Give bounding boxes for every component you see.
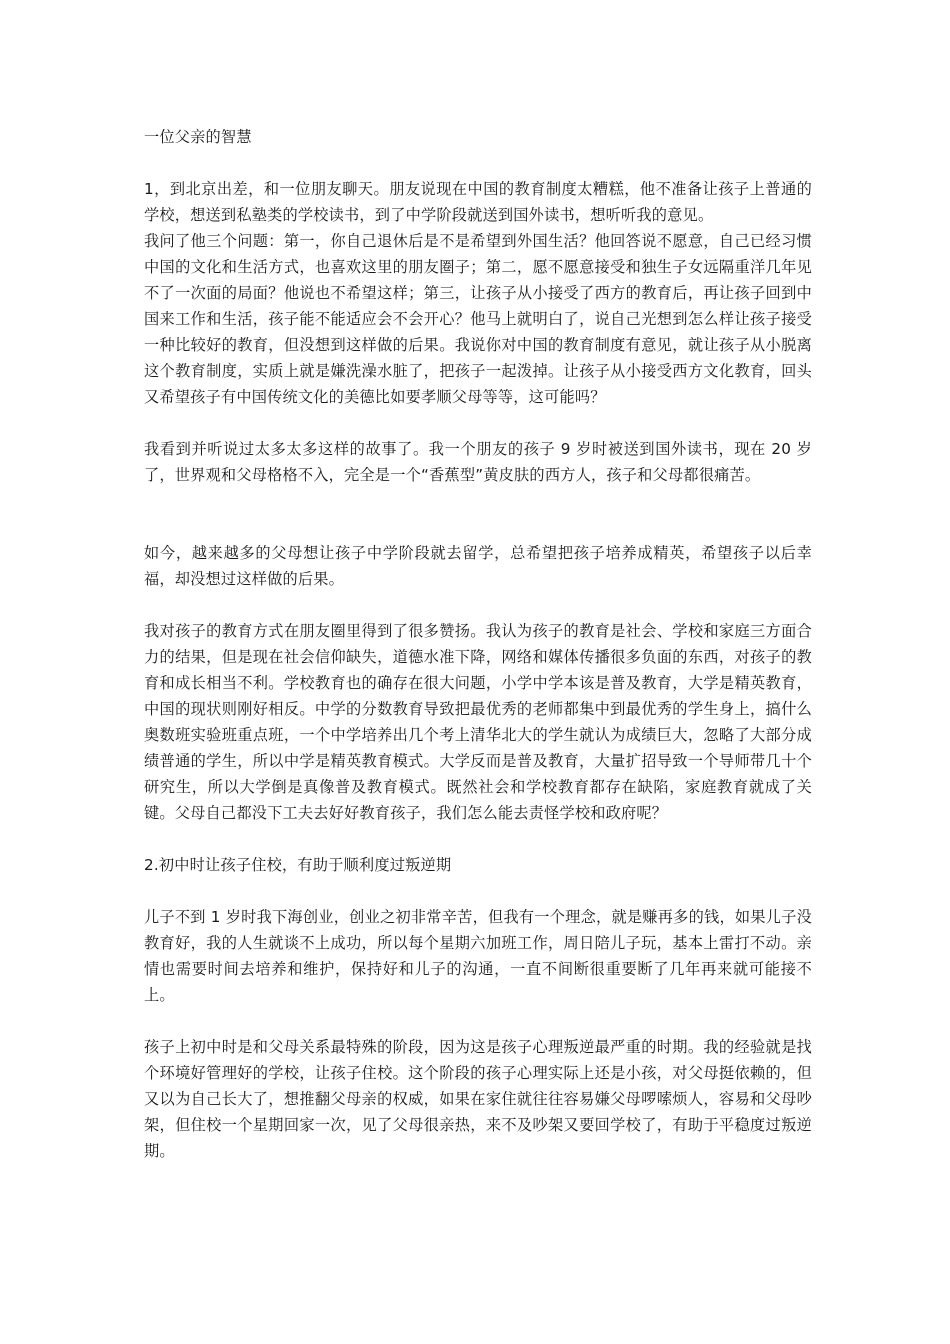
paragraph-2: 我问了他三个问题：第一，你自己退休后是不是希望到外国生活？他回答说不愿意，自己已经习惯中国的文化和生活方式，也喜欢这里的朋友圈子；第二，愿不愿意接受和独生子女远隔重洋几年见不了一次面的局面？他说也不希望这样；第三，让孩子从小接受了西方的教育后，再让孩子回到中国来工作和生活，孩子能不能适应会不会开心？他马上就明白了，说自己光想到怎么样让孩子接受一种比较好的教育，但没想到这样做的后果。我说你对中国的教育制度有意见，就让孩子从小脱离这个教育制度，实质上就是嫌洗澡水脏了，把孩子一起泼掉。让孩子从小接受西方文化教育，回头又希望孩子有中国传统文化的美德比如要孝顺父母等等，这可能吗？ [144, 232, 812, 406]
section-heading-2: 2.初中时让孩子住校，有助于顺利度过叛逆期 [144, 856, 452, 874]
paragraph-spacer [144, 878, 812, 904]
paragraph-4: 如今，越来越多的父母想让孩子中学阶段就去留学，总希望把孩子培养成精英，希望孩子以后幸福，却没想过这样做的后果。 [144, 544, 812, 588]
paragraph-spacer [144, 1008, 812, 1034]
paragraph-6: 儿子不到 1 岁时我下海创业，创业之初非常辛苦，但我有一个理念，就是赚再多的钱，如果儿子没教育好，我的人生就谈不上成功，所以每个星期六加班工作，周日陪儿子玩，基本上雷打不动。亲情也需要时间去培养和维护，保持好和儿子的沟通，一直不间断很重要断了几年再来就可能接不上。 [144, 908, 812, 1004]
document-body [144, 124, 812, 1164]
document-title: 一位父亲的智慧 [144, 128, 252, 146]
paragraph-spacer [144, 410, 812, 436]
paragraph-3: 我看到并听说过太多太多这样的故事了。我一个朋友的孩子 9 岁时被送到国外读书，现在 20 岁了，世界观和父母格格不入，完全是一个“香蕉型”黄皮肤的西方人，孩子和父母都很痛苦。 [144, 440, 812, 484]
paragraph-7: 孩子上初中时是和父母关系最特殊的阶段，因为这是孩子心理叛逆最严重的时期。我的经验就是找个环境好管理好的学校，让孩子住校。这个阶段的孩子心理实际上还是小孩，对父母挺依赖的，但又以为自己长大了，想推翻父母亲的权威，如果在家住就往往容易嫌父母啰嗦烦人，容易和父母吵架，但住校一个星期回家一次，见了父母很亲热，来不及吵架又要回学校了，有助于平稳度过叛逆期。 [144, 1038, 812, 1160]
paragraph-5: 我对孩子的教育方式在朋友圈里得到了很多赞扬。我认为孩子的教育是社会、学校和家庭三方面合力的结果，但是现在社会信仰缺失，道德水准下降，网络和媒体传播很多负面的东西，对孩子的教育和成长相当不利。学校教育也的确存在很大问题，小学中学本该是普及教育，大学是精英教育，中国的现状则刚好相反。中学的分数教育导致把最优秀的老师都集中到最优秀的学生身上，搞什么奥数班实验班重点班，一个中学培养出几个考上清华北大的学生就认为成绩巨大，忽略了大部分成绩普通的学生，所以中学是精英教育模式。大学反而是普及教育，大量扩招导致一个导师带几十个研究生，所以大学倒是真像普及教育模式。既然社会和学校教育都存在缺陷，家庭教育就成了关键。父母自己都没下工夫去好好教育孩子，我们怎么能去责怪学校和政府呢？ [144, 622, 812, 822]
paragraph-spacer [144, 488, 812, 540]
paragraph-spacer [144, 592, 812, 618]
paragraph-spacer [144, 826, 812, 852]
paragraph-1: 1，到北京出差，和一位朋友聊天。朋友说现在中国的教育制度太糟糕，他不准备让孩子上普通的学校，想送到私塾类的学校读书，到了中学阶段就送到国外读书，想听听我的意见。 [144, 180, 812, 224]
